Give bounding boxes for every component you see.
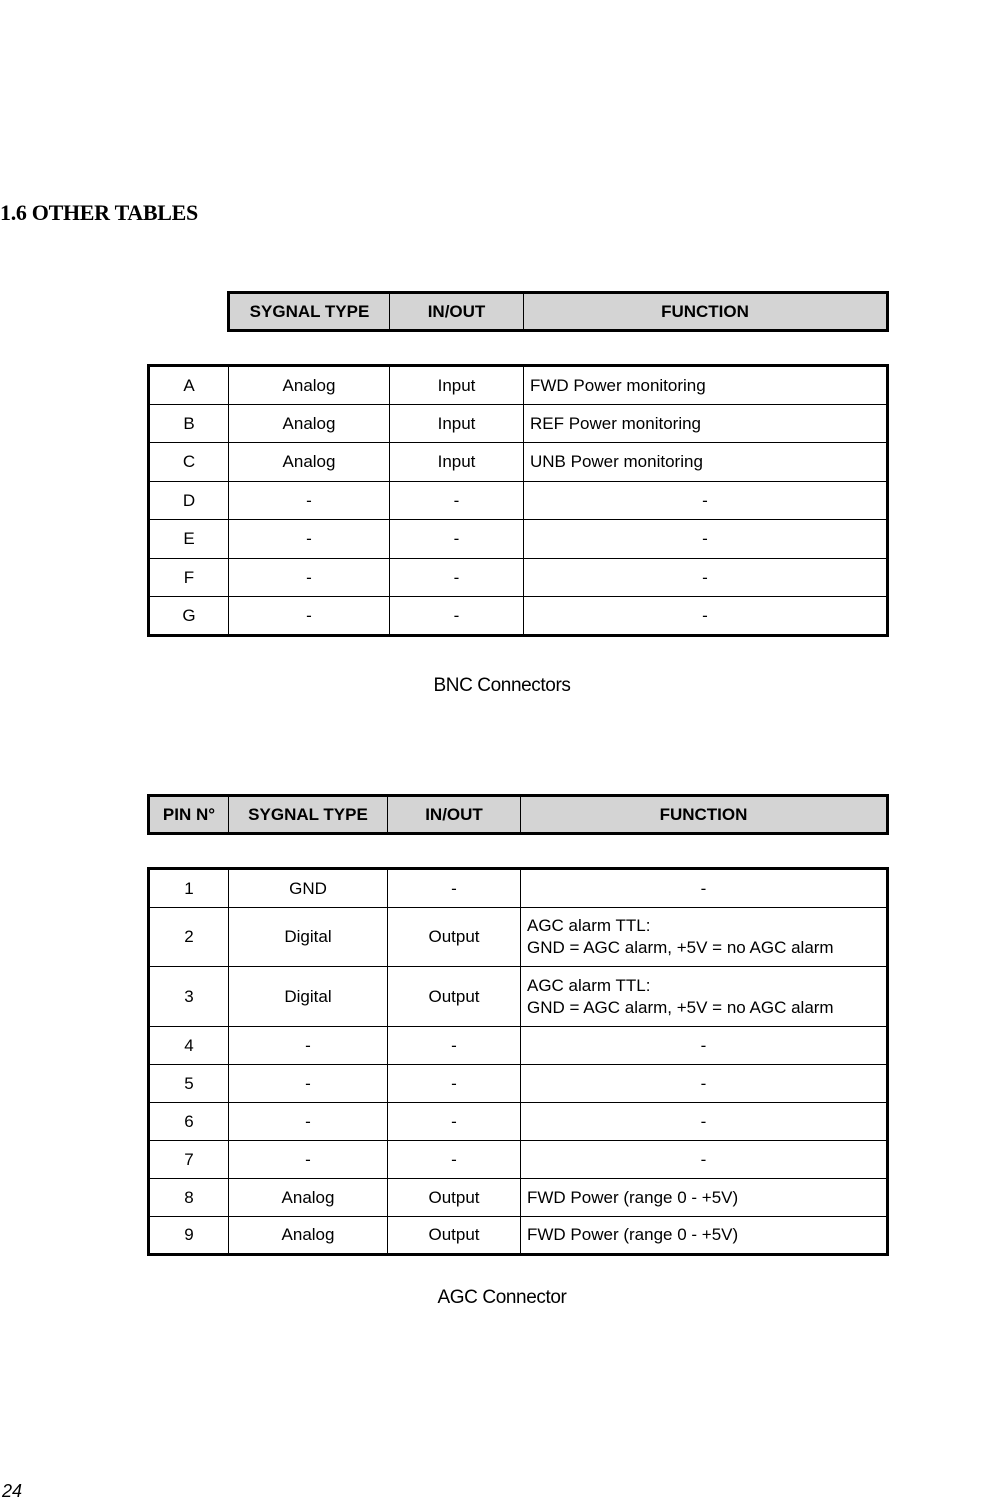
table-row xyxy=(149,405,888,443)
function: - xyxy=(524,559,888,597)
bnc-connectors-table xyxy=(147,364,889,637)
signal-type: GND xyxy=(229,869,388,908)
bnc-caption: BNC Connectors xyxy=(433,675,571,696)
row-id: C xyxy=(149,443,229,482)
signal-type: - xyxy=(229,559,390,597)
function: REF Power monitoring xyxy=(524,405,888,443)
in-out: Output xyxy=(388,1217,521,1255)
signal-type: Analog xyxy=(229,366,390,405)
signal-type: Digital xyxy=(229,967,388,1027)
column-header-in-out: IN/OUT xyxy=(390,293,524,331)
in-out: - xyxy=(390,520,524,559)
pin-number: 7 xyxy=(149,1141,229,1179)
column-header-pin: PIN N° xyxy=(149,796,229,834)
agc-header-row xyxy=(149,796,888,834)
in-out: - xyxy=(388,1027,521,1065)
row-id: B xyxy=(149,405,229,443)
table-row xyxy=(149,1065,888,1103)
in-out: Input xyxy=(390,366,524,405)
table-row xyxy=(149,443,888,482)
signal-type: Analog xyxy=(229,443,390,482)
signal-type: Digital xyxy=(229,908,388,967)
in-out: - xyxy=(388,869,521,908)
function xyxy=(521,967,888,1027)
in-out: Input xyxy=(390,405,524,443)
signal-type: - xyxy=(229,520,390,559)
row-id: G xyxy=(149,597,229,636)
pin-number: 4 xyxy=(149,1027,229,1065)
signal-type: Analog xyxy=(229,1217,388,1255)
function: - xyxy=(521,1027,888,1065)
row-id: A xyxy=(149,366,229,405)
function-line-1: AGC alarm TTL: xyxy=(527,975,651,995)
agc-caption: AGC Connector xyxy=(437,1287,567,1308)
agc-connector-table xyxy=(147,867,889,1256)
function: - xyxy=(524,520,888,559)
table-row xyxy=(149,967,888,1027)
signal-type: Analog xyxy=(229,1179,388,1217)
table-row xyxy=(149,366,888,405)
column-header-function: FUNCTION xyxy=(521,796,888,834)
signal-type: Analog xyxy=(229,405,390,443)
signal-type: - xyxy=(229,1027,388,1065)
table-row xyxy=(149,1179,888,1217)
row-id: E xyxy=(149,520,229,559)
table-row xyxy=(149,597,888,636)
table-row xyxy=(149,1027,888,1065)
column-header-sygnal-type: SYGNAL TYPE xyxy=(229,796,388,834)
row-id: F xyxy=(149,559,229,597)
in-out: Input xyxy=(390,443,524,482)
function: FWD Power (range 0 - +5V) xyxy=(521,1179,888,1217)
function: - xyxy=(521,1065,888,1103)
pin-number: 3 xyxy=(149,967,229,1027)
table-row xyxy=(149,1217,888,1255)
table-row xyxy=(149,520,888,559)
function: - xyxy=(524,482,888,520)
column-header-function: FUNCTION xyxy=(524,293,888,331)
pin-number: 2 xyxy=(149,908,229,967)
column-header-sygnal-type: SYGNAL TYPE xyxy=(229,293,390,331)
table-row xyxy=(149,559,888,597)
signal-type: - xyxy=(229,1141,388,1179)
in-out: - xyxy=(388,1103,521,1141)
table-row xyxy=(149,1103,888,1141)
in-out: - xyxy=(390,482,524,520)
signal-type: - xyxy=(229,482,390,520)
function xyxy=(521,908,888,967)
in-out: Output xyxy=(388,1179,521,1217)
in-out: - xyxy=(388,1065,521,1103)
agc-header-table xyxy=(147,794,889,835)
function: FWD Power monitoring xyxy=(524,366,888,405)
table-row xyxy=(149,869,888,908)
pin-number: 8 xyxy=(149,1179,229,1217)
function-line-1: AGC alarm TTL: xyxy=(527,916,651,935)
function: - xyxy=(521,869,888,908)
signal-type: - xyxy=(229,1103,388,1141)
in-out: Output xyxy=(388,908,521,967)
section-title: 1.6 OTHER TABLES xyxy=(0,200,198,225)
signal-type: - xyxy=(229,597,390,636)
function-line-2: GND = AGC alarm, +5V = no AGC alarm xyxy=(527,938,834,957)
bnc-header-row xyxy=(229,293,888,331)
in-out: - xyxy=(390,597,524,636)
function: UNB Power monitoring xyxy=(524,443,888,482)
row-id: D xyxy=(149,482,229,520)
bnc-header-table xyxy=(227,291,889,332)
function: - xyxy=(521,1103,888,1141)
in-out: - xyxy=(390,559,524,597)
table-row xyxy=(149,1141,888,1179)
pin-number: 1 xyxy=(149,869,229,908)
table-row xyxy=(149,482,888,520)
function: - xyxy=(521,1141,888,1179)
table-row xyxy=(149,908,888,967)
column-header-in-out: IN/OUT xyxy=(388,796,521,834)
in-out: Output xyxy=(388,967,521,1027)
in-out: - xyxy=(388,1141,521,1179)
function-line-2: GND = AGC alarm, +5V = no AGC alarm xyxy=(527,997,834,1017)
pin-number: 6 xyxy=(149,1103,229,1141)
pin-number: 5 xyxy=(149,1065,229,1103)
signal-type: - xyxy=(229,1065,388,1103)
pin-number: 9 xyxy=(149,1217,229,1255)
function: FWD Power (range 0 - +5V) xyxy=(521,1217,888,1255)
function: - xyxy=(524,597,888,636)
page-number: 24 xyxy=(2,1481,23,1501)
